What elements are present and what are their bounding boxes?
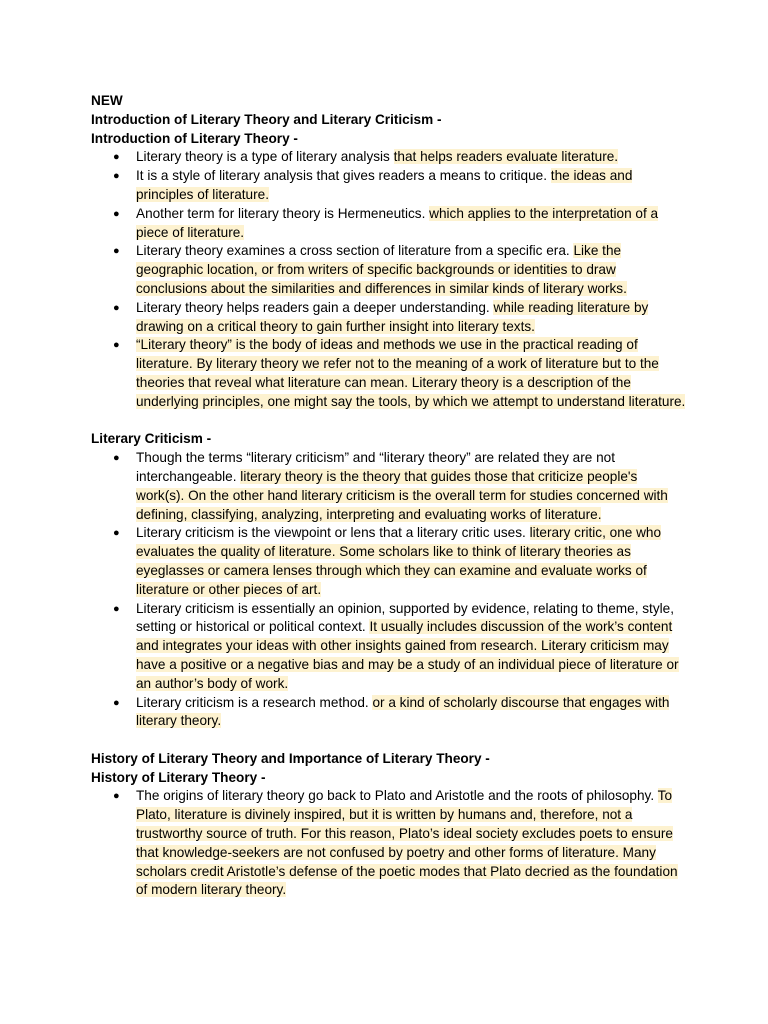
item-highlight: the ideas and principles of literature.: [136, 168, 633, 202]
list-item: [91, 449, 688, 524]
item-text: Though the terms “literary criticism” and “literary theory” are related they are not interchangeable.: [136, 450, 615, 484]
item-text: It is a style of literary analysis that gives readers a means to critique.: [136, 168, 551, 184]
bullet-icon: ●: [113, 245, 120, 258]
item-text: Literary theory examines a cross section of literature from a specific era.: [136, 243, 574, 259]
bullet-icon: ●: [113, 452, 120, 465]
item-text: Literary criticism is a research method.: [136, 694, 373, 710]
item-highlight: Like the geographic location, or from writers of specific backgrounds or identities to draw conclusions about the similarities and differences in similar kinds of literary works.: [136, 243, 627, 296]
bullet-icon: ●: [113, 527, 120, 540]
list-item: [91, 787, 688, 900]
item-text: Literary theory helps readers gain a deeper understanding.: [136, 299, 494, 315]
bullet-icon: ●: [113, 170, 120, 183]
list-item: [91, 600, 688, 694]
bullet-icon: ●: [113, 301, 120, 314]
item-highlight: “Literary theory” is the body of ideas and methods we use in the practical reading of literature. By literary theory we refer not to the meaning of a work of literature but to the theories that reveal what literature can mean. Literary theory is a description of the underlying principles, one might say the tools, by which we attempt to understand literature.: [136, 337, 686, 409]
list-item: [91, 205, 688, 243]
bullet-icon: ●: [113, 207, 120, 220]
spacer: [91, 412, 688, 431]
item-highlight: It usually includes discussion of the work’s content and integrates your ideas with other insights gained from research. Literary criticism may have a positive or a negative bias and may be a study of an individual piece of literature or an author’s body of work.: [136, 619, 679, 691]
title-history: History of Literary Theory and Importance of Literary Theory -: [91, 750, 490, 766]
bullet-icon: ●: [113, 339, 120, 352]
list-item: [91, 336, 688, 411]
item-highlight: literary theory is the theory that guides those that criticize people's work(s). On the other hand literary criticism is the overall term for studies concerned with defining, classifying, analyzing, interpreting and evaluating works of literature.: [136, 468, 668, 522]
list-item: [91, 148, 688, 167]
item-highlight: literary critic, one who evaluates the quality of literature. Some scholars like to think of literary theories as eyeglasses or camera lenses through which they can examine and evaluate works of literature or other pieces of art.: [136, 525, 662, 597]
bullet-icon: ●: [113, 790, 120, 803]
bullet-icon: ●: [113, 696, 120, 709]
item-text: Literary criticism is essentially an opinion, supported by evidence, relating to theme, style, setting or historical or political context.: [136, 600, 674, 635]
item-highlight: while reading literature by drawing on a critical theory to gain further insight into literary texts.: [136, 299, 649, 334]
intro-list: [91, 148, 688, 411]
criticism-list: [91, 449, 688, 731]
title-intro: Introduction of Literary Theory and Literary Criticism -: [91, 111, 442, 127]
list-item: [91, 167, 688, 205]
list-item: [91, 299, 688, 337]
subtitle-intro-theory: Introduction of Literary Theory -: [91, 130, 298, 146]
subtitle-history: History of Literary Theory -: [91, 769, 266, 785]
item-text: Another term for literary theory is Hermeneutics.: [136, 205, 430, 221]
item-highlight: that helps readers evaluate literature.: [393, 149, 619, 165]
list-item: [91, 524, 688, 599]
item-highlight: or a kind of scholarly discourse that engages with literary theory.: [136, 694, 670, 729]
item-text: Literary criticism is the viewpoint or lens that a literary critic uses.: [136, 525, 530, 541]
list-item: [91, 242, 688, 298]
label-new: NEW: [91, 93, 123, 108]
list-item: [91, 694, 688, 732]
bullet-icon: ●: [113, 151, 120, 164]
item-text: Literary theory is a type of literary analysis: [136, 149, 394, 165]
bullet-icon: ●: [113, 602, 120, 615]
item-highlight: which applies to the interpretation of a piece of literature.: [136, 205, 659, 240]
item-text: The origins of literary theory go back to Plato and Aristotle and the roots of philosophy.: [136, 788, 658, 804]
history-list: [91, 787, 688, 900]
spacer: [91, 731, 688, 750]
item-highlight: To Plato, literature is divinely inspired, but it is written by humans and, therefore, not a trustworthy source of truth. For this reason, Plato’s ideal society excludes poets to ensure that knowledge-seekers are not confused by poetry and other forms of literature. Many scholars credit Aristotle’s defense of the poetic modes that Plato decried as the foundation of modern literary theory.: [136, 788, 678, 898]
subtitle-criticism: Literary Criticism -: [91, 431, 212, 447]
